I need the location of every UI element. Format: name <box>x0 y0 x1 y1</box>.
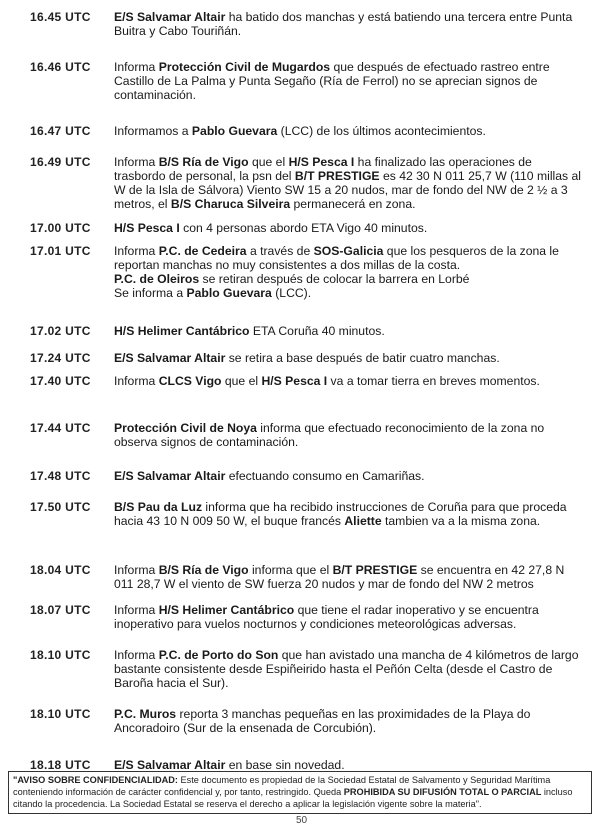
entry-entity: P.C. de Cedeira <box>158 244 247 258</box>
entry-entity: Aliette <box>344 514 382 528</box>
entry-entity: E/S Salvamar Altair <box>114 469 226 483</box>
entry-text <box>114 469 584 483</box>
entry-time: 18.10 UTC <box>30 707 91 721</box>
entry-text-fragment: informa que efectuado reconocimiento de la zona no observa signos de contaminación. <box>114 421 545 449</box>
entry-entity: P.C. Muros <box>114 707 177 721</box>
entry-text-fragment: efectuando consumo en Camariñas. <box>225 469 425 483</box>
entry-text <box>114 421 584 449</box>
entry-entity: H/S Helimer Cantábrico <box>114 324 250 338</box>
entry-time: 18.10 UTC <box>30 648 91 662</box>
entry-entity: P.C. de Oleiros <box>114 272 200 286</box>
entry-text-fragment: Informamos a <box>114 124 192 138</box>
notice-tail: incluso citando la procedencia. La Sociedad Estatal se reserva el derecho a aplicar la legislación vigente sobre la materia". <box>13 787 573 809</box>
entry-time: 17.50 UTC <box>30 500 91 514</box>
entry-text-fragment: con 4 personas abordo ETA Vigo 40 minutos. <box>179 221 428 235</box>
entry-text-fragment: ha batido dos manchas y está batiendo una tercera entre Punta Buitra y Cabo Touriñán. <box>114 10 573 38</box>
entry-text-fragment: Informa <box>114 155 159 169</box>
entry-text-fragment: Se informa a <box>114 286 187 300</box>
entry-text-fragment: en base sin novedad. <box>225 758 345 772</box>
entry-text <box>114 60 584 102</box>
entry-entity: H/S Pesca I <box>261 374 328 388</box>
entry-text-fragment: informa que ha recibido instrucciones de Coruña para que proceda hacia 43 10 N 009 50 W, el buque francés <box>114 500 567 528</box>
entry-entity: E/S Salvamar Altair <box>114 351 226 365</box>
entry-text <box>114 563 584 591</box>
entry-text-fragment: (LCC). <box>271 286 312 300</box>
entry-text <box>114 374 584 388</box>
entry-text-fragment: tambien va a la misma zona. <box>381 514 541 528</box>
entry-text-fragment: Informa <box>114 60 159 74</box>
entry-entity: Protección Civil de Noya <box>114 421 257 435</box>
entry-entity: E/S Salvamar Altair <box>114 10 226 24</box>
entry-time: 18.04 UTC <box>30 563 91 577</box>
entry-entity: B/S Ría de Vigo <box>158 563 249 577</box>
entry-entity: B/T PRESTIGE <box>332 563 418 577</box>
entry-text-fragment: que después de efectuado rastreo entre Castillo de La Palma y Punta Segaño (Ría de Ferrol) no se aprecian signos de contaminación. <box>114 60 550 102</box>
notice-lead: "AVISO SOBRE CONFIDENCIALIDAD: <box>13 775 178 785</box>
confidentiality-notice <box>8 771 592 814</box>
entry-text-fragment: es 42 30 N 011 25,7 W (110 millas al W de la Isla de Sálvora) Viento SW 15 a 20 nudos, mar de fondo del NW de 2 ½ a 3 metros, el <box>114 169 581 211</box>
entry-text-fragment: informa que el <box>248 563 333 577</box>
notice-strong: PROHIBIDA SU DIFUSIÓN TOTAL O PARCIAL <box>343 787 542 797</box>
entry-text <box>114 500 584 528</box>
entry-entity: B/S Ría de Vigo <box>158 155 249 169</box>
entry-time: 17.00 UTC <box>30 221 91 235</box>
entry-entity: H/S Pesca I <box>114 221 180 235</box>
entry-time: 17.40 UTC <box>30 374 91 388</box>
entry-entity: Pablo Guevara <box>191 124 278 138</box>
entry-text <box>114 758 584 772</box>
entry-text-fragment: se retiran después de colocar la barrera en Lorbé <box>199 272 470 286</box>
entry-text <box>114 324 584 338</box>
entry-text-fragment: Informa <box>114 648 159 662</box>
entry-text-fragment: reporta 3 manchas pequeñas en las proximidades de la Playa do Ancoradoiro (Sur de la ensenada de Corcubión). <box>114 707 531 735</box>
entry-text <box>114 351 584 365</box>
entry-text-fragment: se retira a base después de batir cuatro manchas. <box>225 351 500 365</box>
entry-entity: B/T PRESTIGE <box>294 169 380 183</box>
entry-entity: Pablo Guevara <box>186 286 272 300</box>
entry-text <box>114 155 584 211</box>
entry-text-fragment: Informa <box>114 374 159 388</box>
entry-time: 17.44 UTC <box>30 421 91 435</box>
entry-text-fragment: Informa <box>114 244 159 258</box>
entry-text-fragment: que el <box>248 155 289 169</box>
entry-text <box>114 124 584 138</box>
entry-text <box>114 603 584 631</box>
notice-body: Este documento es propiedad de la Sociedad Estatal de Salvamento y Seguridad Marítima conteniendo información de carácter confidencial y, por tanto, restringido. Queda <box>13 775 551 797</box>
entry-entity: B/S Charuca Silveira <box>170 197 291 211</box>
entry-entity: H/S Pesca I <box>288 155 355 169</box>
entry-time: 17.02 UTC <box>30 324 91 338</box>
page-number: 50 <box>296 815 308 826</box>
entry-text-fragment: ha finalizado las operaciones de trasbordo de personal, la psn del <box>114 155 532 183</box>
entry-text-fragment: que los pesqueros de la zona le reportan manchas no muy consistentes a dos millas de la costa. <box>114 244 559 272</box>
entry-text <box>114 648 584 690</box>
entry-text <box>114 10 584 38</box>
entry-time: 17.48 UTC <box>30 469 91 483</box>
entry-time: 17.01 UTC <box>30 244 91 258</box>
entry-time: 17.24 UTC <box>30 351 91 365</box>
entry-time: 16.49 UTC <box>30 155 91 169</box>
entry-text-fragment: que tiene el radar inoperativo y se encuentra inoperativo para vuelos nocturnos y condiciones meteorológicas adversas. <box>114 603 539 631</box>
entry-time: 16.47 UTC <box>30 124 91 138</box>
entry-entity: Protección Civil de Mugardos <box>158 60 331 74</box>
entry-entity: E/S Salvamar Altair <box>114 758 226 772</box>
entry-entity: B/S Pau da Luz <box>114 500 203 514</box>
entry-text-fragment: Informa <box>114 603 159 617</box>
entry-text-fragment: se encuentra en 42 27,8 N 011 28,7 W el viento de SW fuerza 20 nudos y mar de fondo del NW 2 metros <box>114 563 565 591</box>
entry-entity: SOS-Galicia <box>313 244 384 258</box>
entry-text-fragment: ETA Coruña 40 minutos. <box>249 324 385 338</box>
entry-text-fragment: (LCC) de los últimos acontecimientos. <box>277 124 486 138</box>
entry-text-fragment: Informa <box>114 563 159 577</box>
entry-text-fragment: permanecerá en zona. <box>290 197 416 211</box>
entry-entity: P.C. de Porto do Son <box>158 648 279 662</box>
entry-text-fragment: que han avistado una mancha de 4 kilómetros de largo bastante consistente desde Espiñeirido hasta el Peñón Celta (desde el Castro de Baroña hacia el Sur). <box>114 648 579 690</box>
entry-time: 16.46 UTC <box>30 60 91 74</box>
entry-text <box>114 221 584 235</box>
entry-entity: H/S Helimer Cantábrico <box>158 603 295 617</box>
entry-text-fragment: va a tomar tierra en breves momentos. <box>327 374 540 388</box>
entry-entity: CLCS Vigo <box>158 374 222 388</box>
entry-time: 18.18 UTC <box>30 758 91 772</box>
entry-text-fragment: a través de <box>246 244 314 258</box>
entry-time: 16.45 UTC <box>30 10 91 24</box>
entry-time: 18.07 UTC <box>30 603 91 617</box>
entry-text <box>114 707 584 735</box>
entry-text <box>114 244 584 300</box>
entry-text-fragment: que el <box>221 374 262 388</box>
